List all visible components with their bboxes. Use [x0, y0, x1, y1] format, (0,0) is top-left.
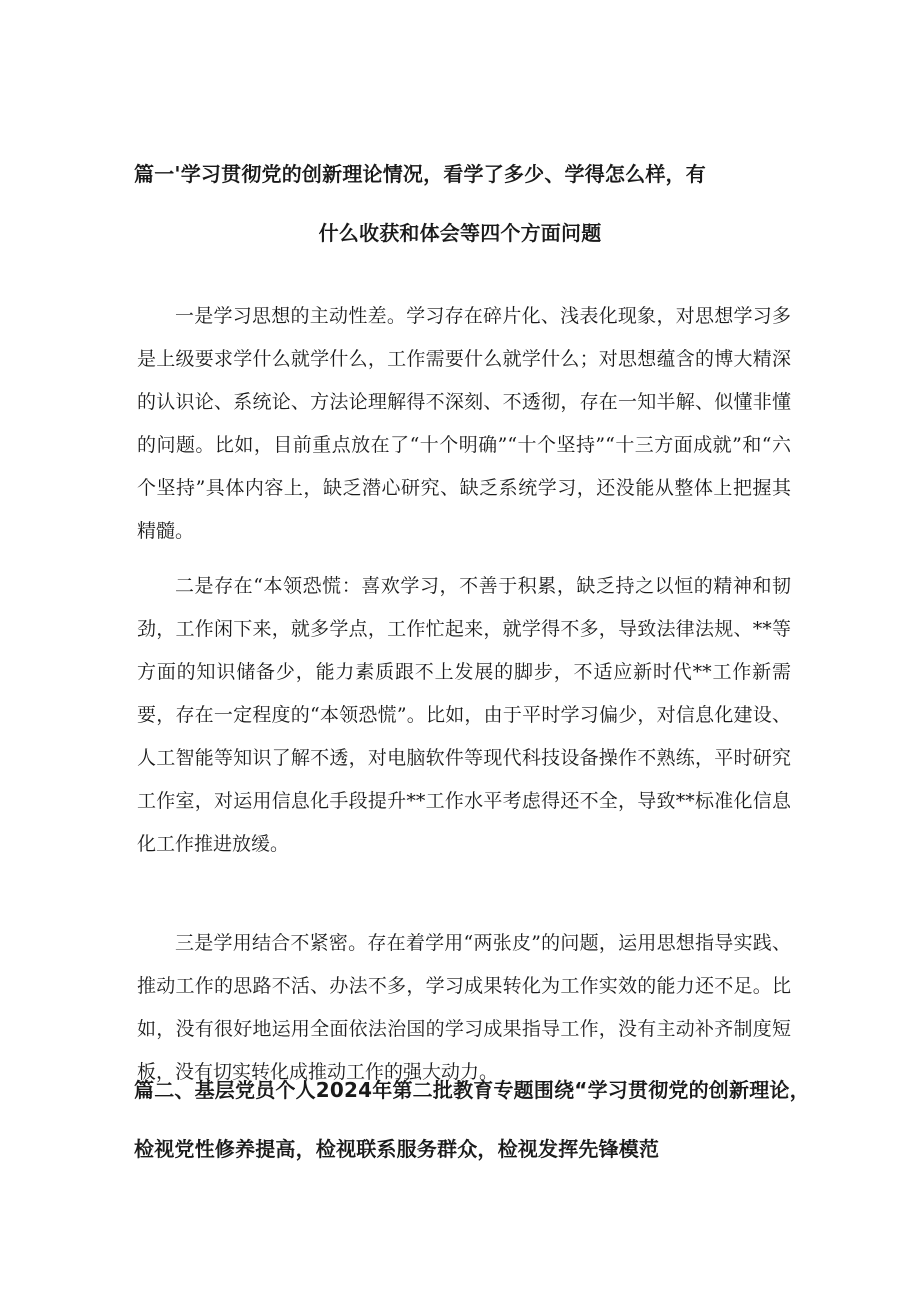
- paragraph-2: 二是存在“本领恐慌：喜欢学习，不善于积累，缺乏持之以恒的精神和韧劲，工作闲下来，就多学点，工作忙起来，就学得不多，导致法律法规、**等方面的知识储备少，能力素质跟不上发展的脚步，不适应新时代**工作新需要，存在一定程度的“本领恐慌”。比如，由于平时学习偏少，对信息化建设、人工智能等知识了解不透，对电脑软件等现代科技设备操作不熟练，平时研究工作室，对运用信息化手段提升**工作水平考虑得还不全，导致**标准化信息化工作推进放缓。: [137, 575, 791, 855]
- section2-title-line1: 篇二、基层党员个人2024年第二批教育专题围绕“学习贯彻党的创新理论，: [134, 1078, 810, 1102]
- section2-title-line2: 检视党性修养提高，检视联系服务群众，检视发挥先锋模范: [134, 1137, 660, 1161]
- section1-title-line2: 什么收获和体会等四个方面问题: [318, 221, 602, 245]
- section1-title-line1: 篇一'学习贯彻党的创新理论情况，看学了多少、学得怎么样，有: [134, 162, 706, 186]
- paragraph-3: 三是学用结合不紧密。存在着学用“两张皮”的问题，运用思想指导实践、推动工作的思路不活、办法不多，学习成果转化为工作实效的能力还不足。比如，没有很好地运用全面依法治国的学习成果指导工作，没有主动补齐制度短板，没有切实转化成推动工作的强大动力。: [137, 932, 791, 1083]
- paragraph-1: 一是学习思想的主动性差。学习存在碎片化、浅表化现象，对思想学习多是上级要求学什么就学什么，工作需要什么就学什么；对思想蕴含的博大精深的认识论、系统论、方法论理解得不深刻、不透彻，存在一知半解、似懂非懂的问题。比如，目前重点放在了“十个明确”“十个坚持”“十三方面成就”和“六个坚持”具体内容上，缺乏潜心研究、缺乏系统学习，还没能从整体上把握其精髓。: [137, 305, 791, 542]
